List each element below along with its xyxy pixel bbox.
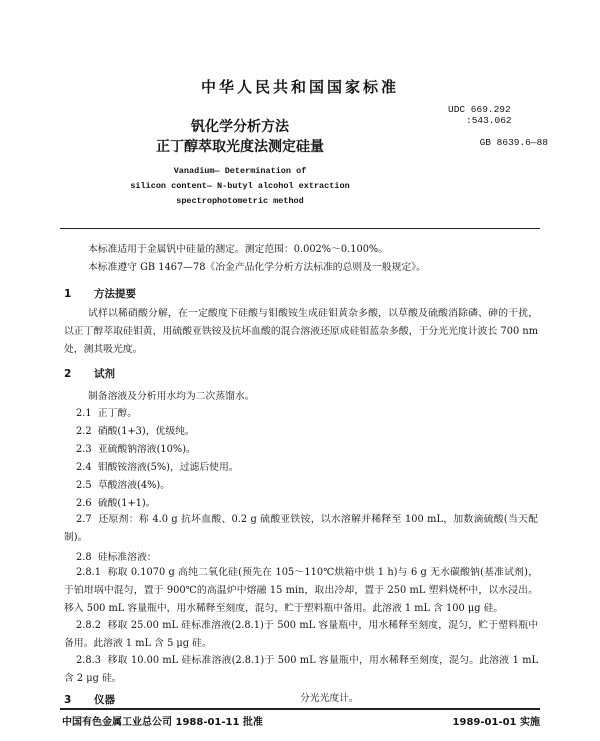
- english-title-line1: Vanadium— Determination of: [173, 166, 307, 176]
- reagent-item: [76, 407, 137, 420]
- section-number: 2: [64, 368, 72, 380]
- item-number: 2.8: [76, 552, 92, 563]
- english-title-line2: silicon content— N-butyl alcohol extraction: [130, 181, 350, 191]
- reference-statement: 本标准遵守 GB 1467—78《冶金产品化学分析方法标准的总则及一般规定》。: [88, 262, 426, 273]
- item-number: 2.5: [76, 480, 92, 491]
- reagent-item-2-8: [76, 551, 157, 564]
- implementation-date: 1989-01-01 实施: [452, 717, 540, 728]
- section-number: 1: [64, 288, 72, 300]
- english-title-line3: spectrophotometric method: [176, 196, 304, 206]
- item-text: 称取 0.1070 g 高纯二氧化硅(预先在 105～110℃烘箱中烘 1 h)与 6 g 无水碳酸钠(基准试剂)，于铂坩埚中混匀，置于 900℃的高温炉中熔融 15 min，取出冷却，置于 250 mL 塑料烧杯中，以水浸出。移入 500 mL 容量瓶中，用水稀释至刻度，混匀，贮于塑料瓶中备用。此溶液 1 mL 含 100 μg 硅。: [64, 567, 538, 614]
- top-divider: [60, 228, 540, 229]
- section-title: 方法提要: [94, 288, 136, 300]
- item-text: 还原剂：称 4.0 g 抗坏血酸、0.2 g 硫酸亚铁铵，以水溶解并稀释至 100 mL，加数滴硫酸(当天配制)。: [64, 514, 538, 543]
- item-text: 钼酸铵溶液(5%)，过滤后使用。: [97, 462, 239, 473]
- bottom-divider: [60, 708, 540, 710]
- item-text: 正丁醇。: [97, 408, 138, 419]
- section-1-body: 试样以稀硝酸分解，在一定酸度下硅酸与钼酸铵生成硅钼黄杂多酸，以草酸及硫酸消除磷、砷的干扰，以正丁醇萃取硅钼黄，用硫酸亚铁铵及抗坏血酸的混合溶液还原成硅钼蓝杂多酸，于分光光度计波长 700 nm 处，测其吸光度。: [64, 308, 538, 355]
- gb-number: GB 8639.6—88: [479, 137, 548, 148]
- section-title: 试剂: [94, 368, 115, 380]
- approval-info: 中国有色金属工业总公司 1988-01-11 批准: [62, 717, 263, 728]
- udc-code: [448, 104, 540, 126]
- reagent-note: 制备溶液及分析用水均为二次蒸馏水。: [88, 391, 255, 402]
- item-text: 亚硫酸钠溶液(10%)。: [97, 444, 196, 455]
- udc-line1: UDC 669.292: [448, 104, 511, 115]
- item-number: 2.2: [76, 426, 92, 437]
- reagent-item: [76, 443, 196, 456]
- item-number: 2.4: [76, 462, 92, 473]
- item-number: 2.7: [76, 514, 92, 525]
- section-2-heading: [64, 366, 115, 381]
- reagent-item: [76, 461, 239, 474]
- item-number: 2.6: [76, 498, 92, 509]
- standard-title: 中华人民共和国国家标准: [200, 78, 399, 96]
- item-number: 2.8.1: [76, 567, 101, 578]
- reagent-item-2-8-1: [64, 564, 538, 618]
- item-number: 2.8.3: [76, 655, 101, 666]
- reagent-item-2-8-3: [64, 652, 538, 688]
- item-number: 2.1: [76, 408, 92, 419]
- item-text: 硝酸(1+3)，优级纯。: [97, 426, 195, 437]
- reagent-item-2-8-2: [64, 617, 538, 653]
- item-text: 草酸溶液(4%)。: [97, 480, 170, 491]
- section-3-body: 分光光度计。: [300, 693, 359, 704]
- item-text: 移取 10.00 mL 硅标准溶液(2.8.1)于 500 mL 容量瓶中，用水稀释至刻度，混匀。此溶液 1 mL 含 2 μg 硅。: [64, 655, 538, 684]
- udc-line2: :543.062: [466, 115, 512, 126]
- item-number: 2.8.2: [76, 620, 101, 631]
- item-text: 硅标准溶液：: [97, 552, 157, 563]
- item-text: 移取 25.00 mL 硅标准溶液(2.8.1)于 500 mL 容量瓶中，用水稀释至刻度，混匀，贮于塑料瓶中备用。此溶液 1 mL 含 5 μg 硅。: [64, 620, 539, 649]
- section-1-heading: [64, 286, 136, 301]
- item-number: 2.3: [76, 444, 92, 455]
- section-title: 仪器: [94, 694, 115, 706]
- item-text: 硫酸(1+1)。: [97, 498, 156, 509]
- reagent-item: [76, 479, 170, 492]
- reagent-item: [76, 497, 156, 510]
- reagent-item: [76, 425, 195, 438]
- section-3-heading: [64, 692, 115, 707]
- document-title-line2: 正丁醇萃取光度法测定硅量: [156, 139, 324, 155]
- section-number: 3: [64, 694, 72, 706]
- reagent-item-2-7: [64, 511, 538, 547]
- document-title-line1: 钒化学分析方法: [191, 119, 289, 135]
- scope-statement: 本标准适用于金属钒中硅量的测定。测定范围：0.002%～0.100%。: [88, 244, 389, 255]
